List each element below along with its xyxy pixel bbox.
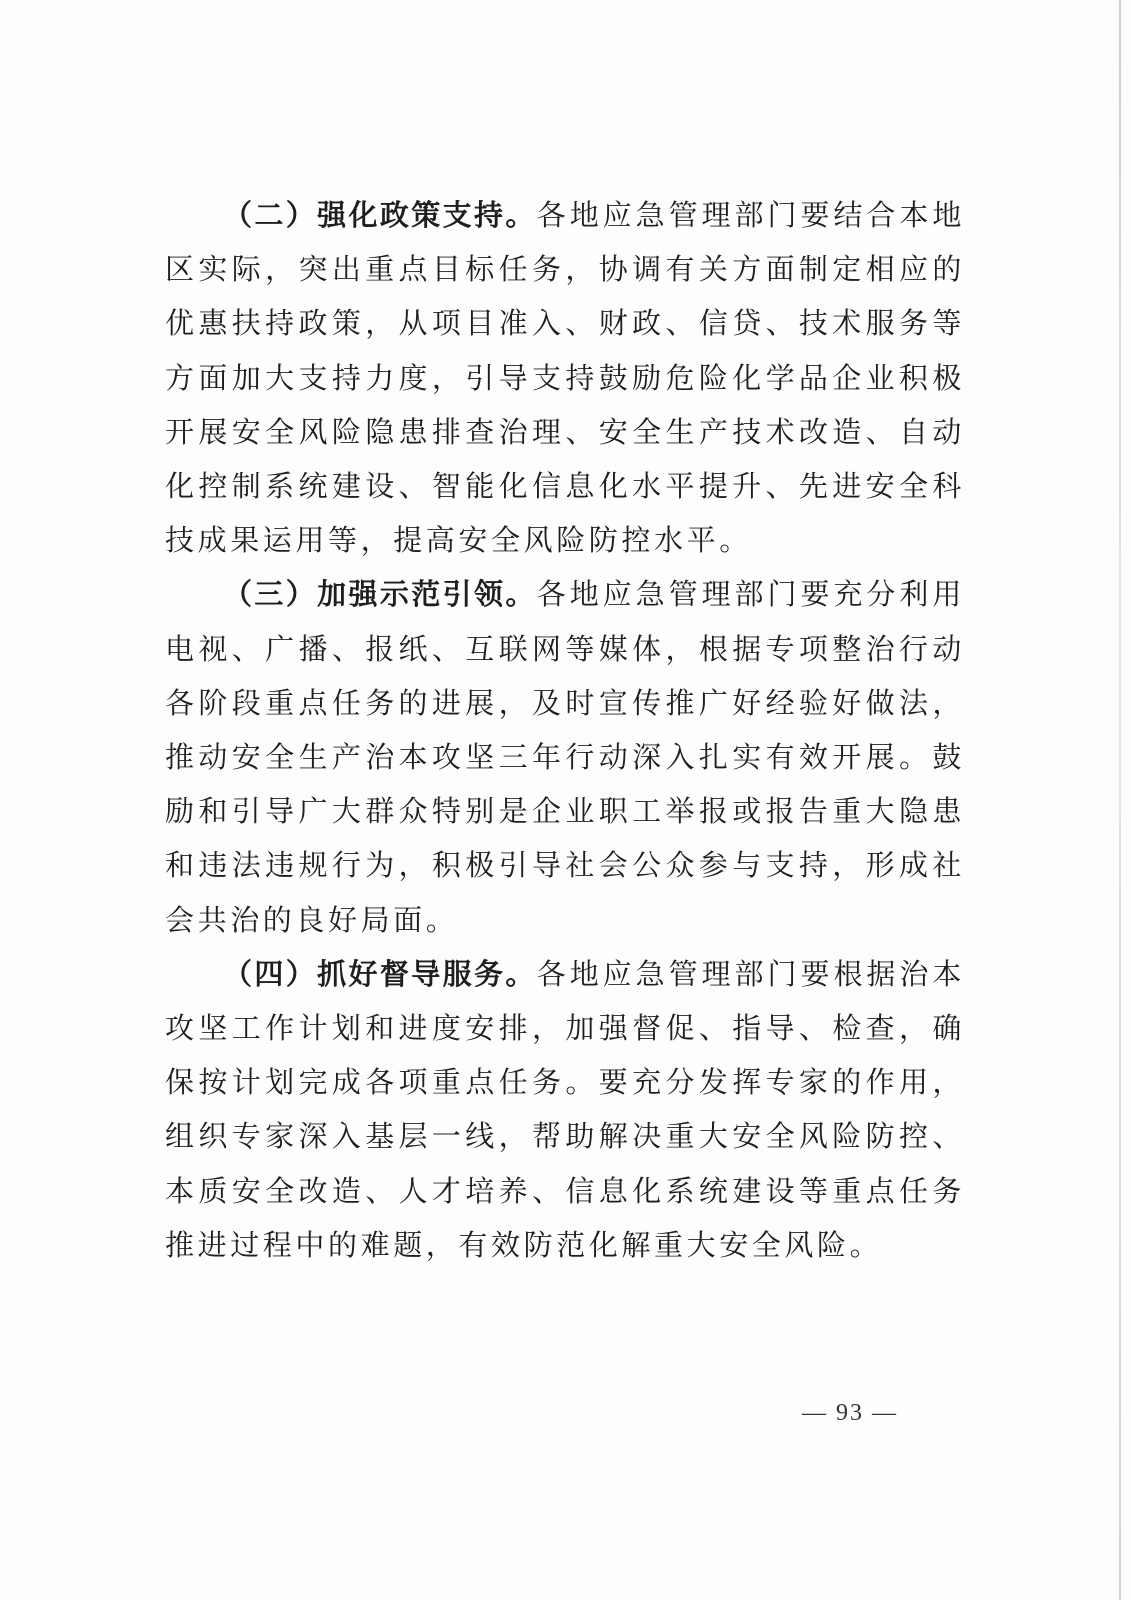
section-body-4: 各地应急管理部门要根据治本攻坚工作计划和进度安排，加强督促、指导、检查，确保按计划完成各项重点任务。要充分发挥专家的作用，组织专家深入基层一线，帮助解决重大安全风险防控、本质安全改造、人才培养、信息化系统建设等重点任务推进过程中的难题，有效防范化解重大安全风险。	[165, 956, 965, 1262]
section-paragraph-3	[165, 567, 965, 946]
page-number: — 93 —	[802, 1400, 898, 1426]
section-body-3: 各地应急管理部门要充分利用电视、广播、报纸、互联网等媒体，根据专项整治行动各阶段重点任务的进展，及时宣传推广好经验好做法，推动安全生产治本攻坚三年行动深入扎实有效开展。鼓励和引导广大群众特别是企业职工举报或报告重大隐患和违法违规行为，积极引导社会公众参与支持，形成社会共治的良好局面。	[165, 577, 965, 937]
section-heading-3: （三）加强示范引领。	[223, 577, 537, 612]
section-paragraph-2	[165, 188, 965, 567]
document-body	[165, 188, 965, 1272]
section-heading-2: （二）强化政策支持。	[223, 198, 537, 232]
section-heading-4: （四）抓好督导服务。	[223, 956, 537, 991]
section-paragraph-4	[165, 947, 965, 1272]
section-body-2: 各地应急管理部门要结合本地区实际，突出重点目标任务，协调有关方面制定相应的优惠扶持政策，从项目准入、财政、信贷、技术服务等方面加大支持力度，引导支持鼓励危险化学品企业积极开展安全风险隐患排查治理、安全生产技术改造、自动化控制系统建设、智能化信息化水平提升、先进安全科技成果运用等，提高安全风险防控水平。	[165, 198, 965, 558]
scan-edge-line	[1119, 0, 1121, 1600]
